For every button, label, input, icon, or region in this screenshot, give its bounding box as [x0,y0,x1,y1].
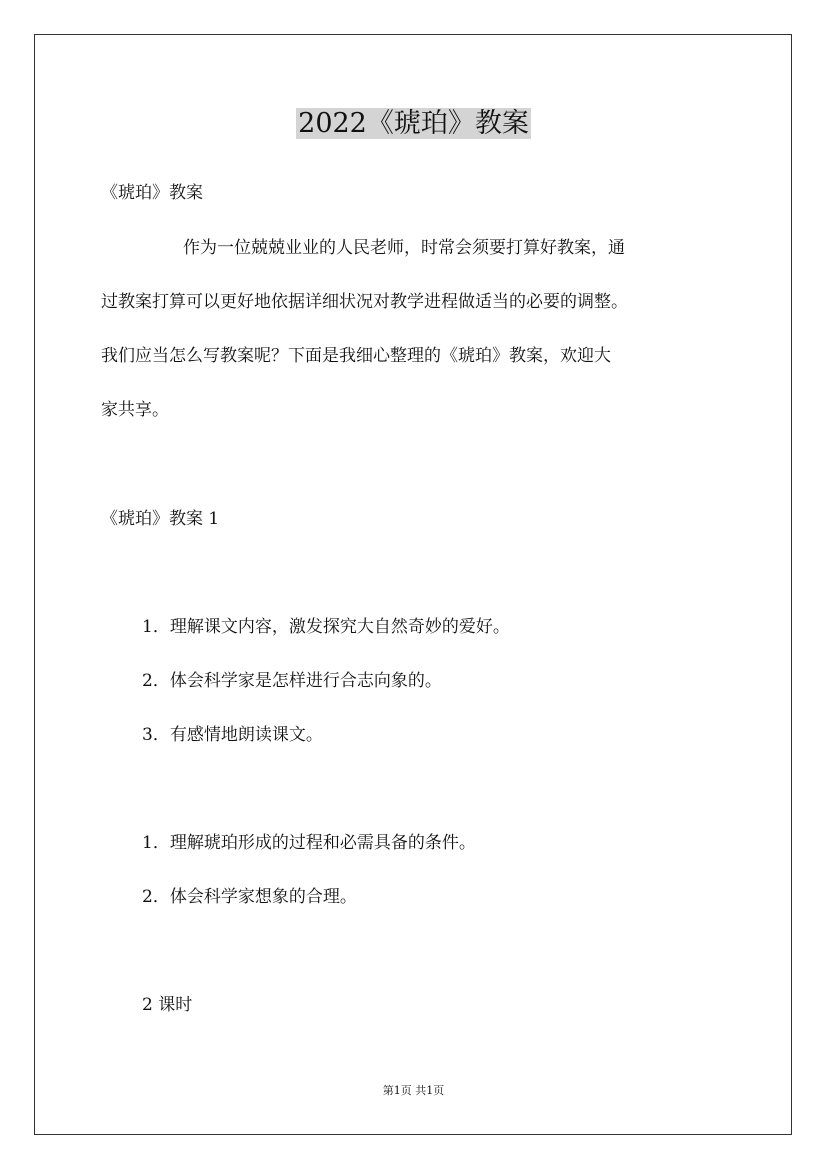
key-point-item-1: 1．理解琥珀形成的过程和必需具备的条件。 [142,833,476,853]
intro-line-4: 家共享。 [101,400,169,420]
intro-line-2: 过教案打算可以更好地依据详细状况对教学进程做适当的必要的调整。 [101,292,628,312]
document-title-text: 2022《琥珀》教案 [298,108,529,139]
goal-item-2: 2．体会科学家是怎样进行合志向象的。 [142,671,442,691]
key-point-item-2: 2．体会科学家想象的合理。 [142,887,357,907]
goal-item-3: 3．有感情地朗读课文。 [142,725,323,745]
section-heading: 《琥珀》教案 1 [101,509,220,529]
intro-line-3: 我们应当怎么写教案呢？下面是我细心整理的《琥珀》教案，欢迎大 [101,346,611,366]
goal-item-1: 1．理解课文内容，激发探究大自然奇妙的爱好。 [142,617,510,637]
intro-line-1: 作为一位兢兢业业的人民老师，时常会须要打算好教案，通 [183,238,625,258]
page-footer: 第1页 共1页 [382,1084,445,1097]
class-hours: 2 课时 [142,995,193,1015]
document-title [0,104,827,144]
document-subtitle: 《琥珀》教案 [101,183,203,203]
